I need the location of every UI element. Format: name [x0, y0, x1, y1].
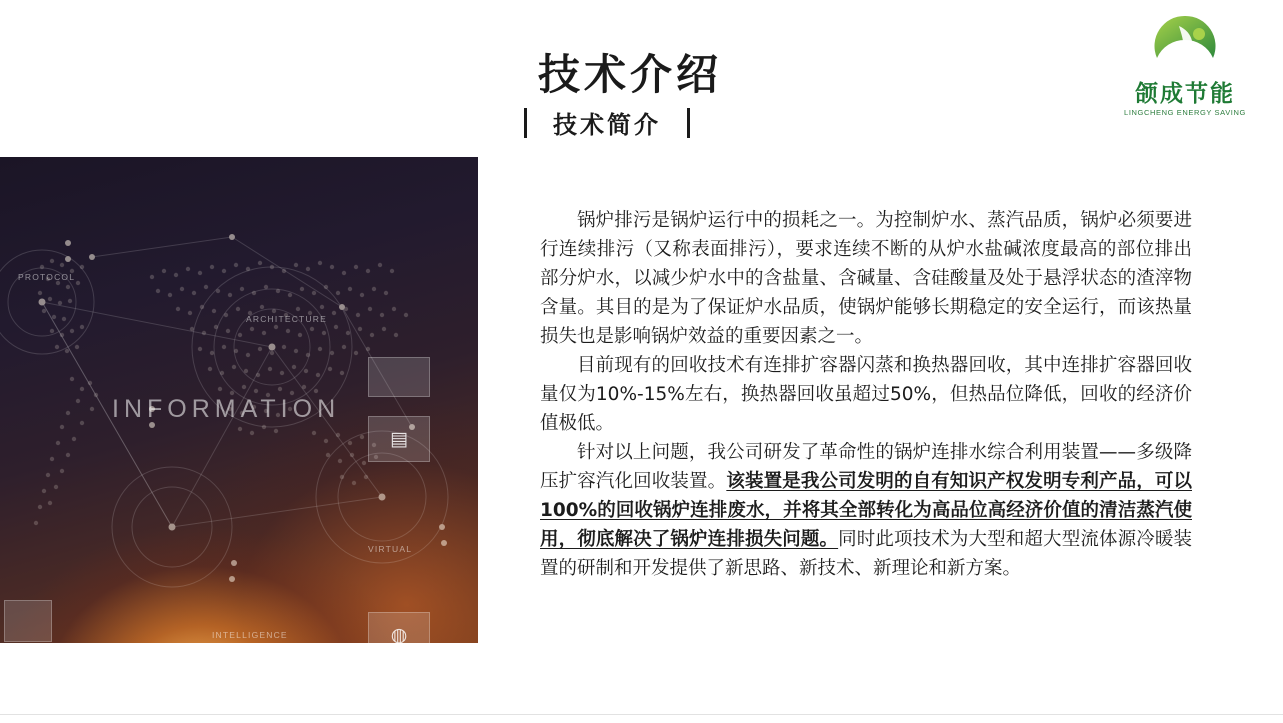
subtitle-divider-right-icon [687, 108, 690, 138]
subtitle-divider-left-icon [524, 108, 527, 138]
hero-panel-box-left [4, 600, 52, 642]
logo-name-en: LINGCHENG ENERGY SAVING [1124, 108, 1246, 118]
hero-label-protocol: PROTOCOL [18, 272, 76, 282]
globe-icon: ◍ [390, 624, 408, 643]
company-logo [1121, 10, 1249, 125]
hero-image-panel [0, 157, 478, 643]
body-content [540, 206, 1192, 583]
page-title: 技术介绍 [538, 50, 723, 99]
paragraph-2: 目前现有的回收技术有连排扩容器闪蒸和换热器回收，其中连排扩容器回收量仅为10%-15%左右，换热器回收虽超过50%，但热品位降低，回收的经济价值极低。 [540, 355, 1192, 434]
document-icon: ▤ [390, 428, 408, 450]
hero-panel-box-middle [368, 416, 430, 462]
subtitle-row [524, 105, 690, 140]
hero-label-intelligence: INTELLIGENCE [212, 630, 288, 640]
paragraph-3-lead: 针对以上问题，我公司研发了革命性的锅炉连排水综合利用装置——多级降压扩容汽化回收装置。 [540, 442, 1192, 492]
paragraph-3-emphasis: 该装置是我公司发明的自有知识产权发明专利产品，可以100%的回收锅炉连排废水，并将其全部转化为高品位高经济价值的清洁蒸汽使用，彻底解决了锅炉连排损失问题。 [540, 471, 1192, 550]
logo-name-cn: 颌成节能 [1135, 81, 1235, 107]
hero-label-virtual: VIRTUAL [368, 544, 413, 554]
paragraph-1: 锅炉排污是锅炉运行中的损耗之一。为控制炉水、蒸汽品质，锅炉必须要进行连续排污（又称表面排污），要求连续不断的从炉水盐碱浓度最高的部位排出部分炉水，以减少炉水中的含盐量、含碱量、含硅酸量及处于悬浮状态的渣滓物含量。其目的是为了保证炉水品质，使锅炉能够长期稳定的安全运行，而该热量损失也是影响锅炉效益的重要因素之一。 [540, 210, 1192, 347]
hero-panel-box-bottom [368, 612, 430, 643]
paragraph-3 [540, 438, 1192, 583]
hero-overlay [0, 157, 478, 643]
hero-panel-box-top [368, 357, 430, 397]
paragraph-3-tail: 同时此项技术为大型和超大型流体源冷暖装置的研制和开发提供了新思路、新技术、新理论和新方案。 [540, 529, 1192, 579]
hero-watermark-text: INFORMATION [112, 395, 341, 423]
hero-label-architecture: ARCHITECTURE [246, 314, 327, 324]
logo-swoosh-icon [1121, 10, 1249, 82]
page-subtitle: 技术简介 [553, 111, 661, 139]
footer-divider [0, 714, 1283, 715]
